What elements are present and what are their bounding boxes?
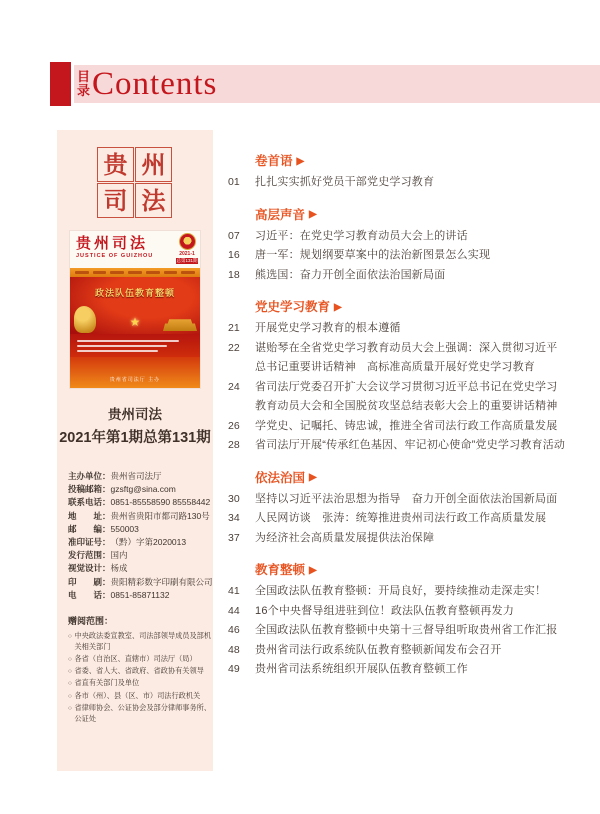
seal-char: 贵 (97, 147, 134, 182)
cover-emblem-badge (176, 233, 198, 264)
article-title: 贵州省司法系统组织开展队伍教育整顿工作 (255, 663, 468, 675)
info-line (68, 483, 213, 496)
info-line (68, 589, 213, 602)
mulu-char-bottom: 录 (77, 83, 91, 98)
article-title: 16个中央督导组进驻到位！政法队伍教育整顿再发力 (255, 604, 515, 617)
page-number: 21 (228, 322, 240, 334)
article-title: 为经济社会高质量发展提供法治保障 (255, 531, 435, 544)
nav-bit (75, 271, 89, 274)
page-number: 16 (228, 249, 240, 261)
page-number: 37 (228, 531, 240, 544)
nav-bit (110, 271, 124, 274)
circle-bullet-icon: ○ (68, 655, 72, 663)
toc-section-dangshixuexijiaoyu (228, 299, 580, 456)
info-line (68, 562, 213, 575)
gift-scope-item (68, 630, 211, 653)
page-number: 46 (228, 624, 240, 636)
gift-scope-text: 各市（州）、县（区、市）司法行政机关 (74, 690, 201, 700)
page-number: 26 (228, 419, 240, 432)
toc-entry (228, 621, 580, 641)
toc-section-jiaoyuzhengdun (228, 562, 580, 680)
info-label: 联系电话： (68, 497, 111, 508)
gift-scope-text: 中央政法委宣教室、司法部领导成员及部机关相关部门 (74, 631, 212, 652)
toc-entry (228, 173, 580, 193)
cover-footer-text: 贵州省司法厅 主办 (109, 377, 161, 383)
section-title-text: 卷首语 (255, 154, 293, 168)
page-number: 07 (228, 229, 240, 242)
magazine-seal-logo (97, 147, 173, 218)
article-title: 熊选国：奋力开创全面依法治国新局面 (255, 268, 446, 281)
circle-bullet-icon: ○ (68, 692, 72, 700)
tiananmen-graphic (163, 316, 197, 331)
article-title: 人民网访谈 张涛：统筹推进贵州司法行政工作高质量发展 (255, 512, 547, 524)
article-title: 省司法厅开展“传承红色基因、牢记初心使命”党史学习教育活动 (255, 439, 566, 451)
contents-title: Contents (92, 65, 218, 102)
seal-char: 法 (135, 183, 172, 218)
gift-scope-title: 赠阅范围： (68, 616, 114, 627)
circle-bullet-icon: ○ (68, 704, 72, 712)
cover-badge-issue: 总第131期 (176, 258, 198, 263)
page-number: 18 (228, 268, 240, 281)
info-value: 贵州省司法厅 (110, 471, 162, 481)
circle-bullet-icon: ○ (68, 680, 72, 688)
article-title: 开展党史学习教育的根本遵循 (255, 322, 401, 334)
info-line (68, 496, 213, 509)
arrow-right-icon: ▶ (309, 209, 317, 220)
cover-badge-year: 2021-1 (179, 251, 195, 257)
page-number: 34 (228, 512, 240, 524)
page-number: 44 (228, 604, 240, 617)
article-title: 谌贻琴在全省党史学习教育动员大会上强调：深入贯彻习近平总书记重要讲话精神 高标准高质量开展好党史学习教育 (255, 341, 558, 373)
cover-article-line (77, 345, 167, 347)
nav-bit (164, 271, 178, 274)
mulu-char-top: 目 (77, 69, 91, 84)
complimentary-copy-scope (68, 614, 211, 724)
info-value: 0851-85558590 85558442 (110, 497, 211, 508)
page-number: 48 (228, 643, 240, 656)
gift-scope-text: 省委、省人大、省政府、省政协有关领导 (74, 665, 204, 675)
info-value: 贵阳精彩数字印刷有限公司 (110, 576, 213, 587)
lion-statue-graphic (74, 306, 96, 333)
toc-section-yifazhiguo (228, 470, 580, 549)
gift-scope-item (68, 653, 211, 665)
info-line (68, 536, 213, 549)
toc-entry (228, 227, 580, 247)
info-value: （黔）字第2020013 (110, 537, 187, 548)
article-title: 学党史、记嘱托、铸忠诚，推进全省司法行政工作高质量发展 (255, 419, 558, 432)
info-value: gzsftg@sina.com (110, 484, 176, 495)
nav-bit (181, 271, 195, 274)
gift-scope-text: 省律师协会、公证协会及部分律师事务所、公证处 (74, 702, 212, 724)
info-label: 准印证号： (68, 537, 111, 548)
info-line (68, 510, 213, 523)
info-value: 550003 (110, 523, 139, 534)
article-title: 贵州省司法行政系统队伍教育整顿新闻发布会召开 (255, 643, 502, 656)
toc-entry (228, 660, 580, 680)
cover-article-line (77, 340, 179, 342)
page-number: 24 (228, 380, 240, 393)
magazine-cover (70, 231, 200, 388)
toc-entry (228, 641, 580, 661)
toc-entry (228, 490, 580, 510)
toc-entry (228, 602, 580, 622)
toc-entry (228, 436, 580, 456)
arrow-right-icon: ▶ (309, 472, 317, 483)
info-value: 贵州省贵阳市都司路130号 (110, 510, 210, 521)
cover-article-lines (70, 334, 200, 357)
info-value: 0851-85871132 (110, 589, 170, 600)
circle-bullet-icon: ○ (68, 633, 72, 641)
page-number: 01 (228, 176, 240, 188)
section-title (255, 207, 580, 224)
cover-article-line (77, 350, 158, 352)
info-line (68, 523, 213, 536)
arrow-right-icon: ▶ (309, 564, 317, 576)
article-title: 全国政法队伍教育整顿中央第十三督导组听取贵州省工作汇报 (255, 624, 558, 636)
toc-entry (228, 246, 580, 266)
header-band (74, 65, 600, 103)
section-title (255, 153, 580, 170)
info-label: 主办单位： (68, 471, 111, 481)
page-number: 41 (228, 585, 240, 597)
section-title-text: 党史学习教育 (255, 300, 331, 314)
gift-scope-item (68, 690, 211, 702)
cover-title: 贵州司法 (76, 234, 149, 252)
info-line (68, 576, 213, 589)
toc-section-gaocengshengyin (228, 207, 580, 286)
cover-headline: 政法队伍教育整顿 (94, 288, 175, 298)
page-number: 49 (228, 663, 240, 675)
info-label: 视觉设计： (68, 563, 111, 574)
section-title-text: 高层声音 (255, 207, 306, 222)
star-icon: ★ (129, 315, 141, 329)
circle-bullet-icon: ○ (68, 667, 72, 675)
gift-scope-item (68, 702, 211, 725)
gift-scope-item (68, 677, 211, 689)
sidebar (57, 130, 213, 771)
info-line (68, 549, 213, 562)
toc-section-juanshouyu (228, 153, 580, 193)
article-title: 唐一军：规划纲要草案中的法治新图景怎么实现 (255, 249, 491, 261)
toc-entry (228, 529, 580, 549)
info-label: 电 话： (68, 589, 111, 600)
cover-bottom (70, 357, 200, 388)
info-label: 地 址： (68, 510, 111, 521)
national-emblem-icon (179, 233, 196, 250)
nav-bit (93, 271, 107, 274)
article-title: 习近平：在党史学习教育动员大会上的讲话 (255, 229, 468, 242)
gift-scope-text: 各省（自治区、直辖市）司法厅（局） (74, 653, 197, 663)
toc-entry (228, 319, 580, 339)
article-title: 扎扎实实抓好党员干部党史学习教育 (255, 176, 435, 188)
article-title: 坚持以习近平法治思想为指导 奋力开创全面依法治国新局面 (255, 492, 558, 505)
toc-list (228, 153, 580, 694)
info-label: 印 刷： (68, 576, 111, 587)
header-mulu-label (77, 70, 90, 98)
page-number: 28 (228, 439, 240, 451)
toc-entry (228, 266, 580, 286)
toc-entry (228, 339, 580, 378)
cover-nav-band (70, 268, 200, 277)
section-title (255, 562, 580, 579)
cover-subtitle: JUSTICE OF GUIZHOU (76, 253, 154, 259)
publication-info (68, 470, 213, 602)
article-title: 省司法厅党委召开扩大会议学习贯彻习近平总书记在党史学习教育动员大会和全国脱贫攻坚总结表彰大会上的重要讲话精神 (255, 380, 558, 412)
cover-photo (70, 277, 200, 334)
magazine-name: 贵州司法 (108, 407, 162, 422)
section-title (255, 470, 580, 487)
toc-entry (228, 582, 580, 602)
info-label: 邮 编： (68, 523, 111, 534)
section-title-text: 教育整顿 (255, 563, 306, 577)
toc-entry (228, 378, 580, 417)
nav-bit (128, 271, 142, 274)
seal-char: 州 (135, 147, 172, 182)
section-title-text: 依法治国 (255, 470, 306, 485)
toc-entry (228, 417, 580, 437)
arrow-right-icon: ▶ (334, 301, 342, 313)
info-value: 国内 (110, 550, 128, 561)
nav-bit (146, 271, 160, 274)
gift-scope-item (68, 665, 211, 677)
info-line (68, 470, 213, 483)
issue-line: 2021年第1期总第131期 (59, 430, 211, 446)
arrow-right-icon: ▶ (296, 155, 305, 167)
header-accent-square (50, 62, 71, 106)
info-label: 发行范围： (68, 550, 111, 561)
section-title (255, 299, 580, 316)
page-number: 30 (228, 492, 240, 505)
cover-masthead (70, 231, 200, 268)
article-title: 全国政法队伍教育整顿：开局良好，要持续推动走深走实！ (255, 585, 547, 597)
seal-char: 司 (97, 183, 134, 218)
info-label: 投稿邮箱： (68, 484, 111, 495)
page-number: 22 (228, 341, 240, 354)
gift-scope-text: 省直有关部门及单位 (74, 678, 140, 688)
info-value: 杨成 (110, 563, 128, 574)
toc-entry (228, 509, 580, 529)
